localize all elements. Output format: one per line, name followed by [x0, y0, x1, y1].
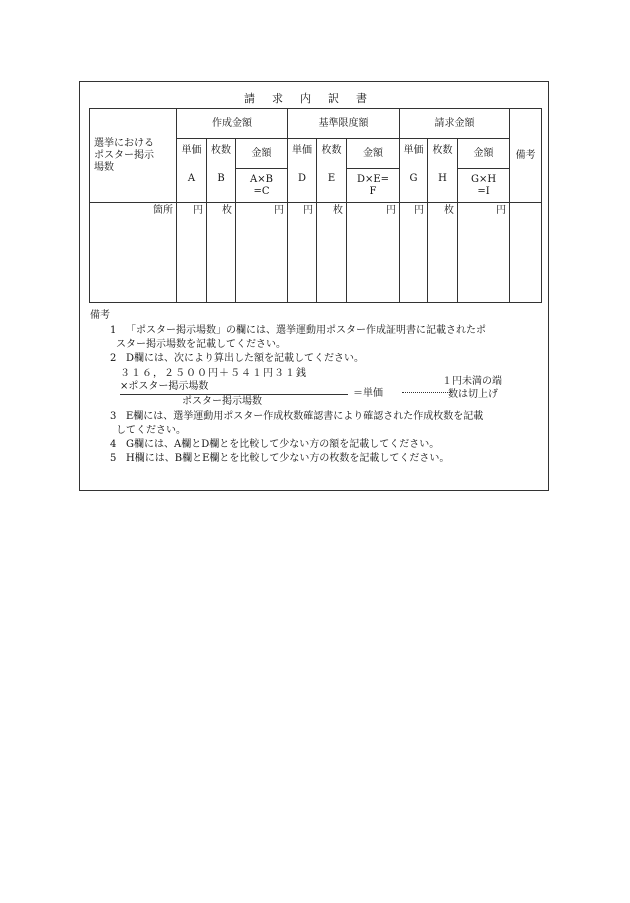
claim-amount-group-header: 請求金額 — [400, 109, 510, 139]
count-label: 枚数 — [321, 145, 342, 156]
col-letter-h: H — [438, 173, 447, 184]
unit-price-header-d — [288, 139, 317, 203]
rounding-note-line1: １円未満の端 — [442, 376, 502, 387]
note-item-4 — [90, 438, 540, 452]
unit-price-formula — [90, 367, 540, 409]
note-text: D欄には、次により算出した額を記載してください。 — [126, 353, 365, 364]
col-formula-c: A×B =C — [236, 169, 288, 203]
note-item-3 — [90, 410, 540, 438]
count-header-h — [428, 139, 458, 203]
note-text: G欄には、A欄とD欄とを比較して少ない方の額を記載してください。 — [126, 439, 440, 450]
unit-yen-g: 円 — [400, 203, 428, 303]
note-text: E欄には、選挙運動用ポスター作成枚数確認書により確認された作成枚数を記載 — [126, 411, 484, 422]
note-text-continued: してください。 — [116, 425, 186, 436]
unit-yen-c: 円 — [236, 203, 288, 303]
note-number: 1 — [110, 325, 117, 336]
unit-price-header-a — [177, 139, 207, 203]
remarks-entry — [510, 203, 542, 303]
note-number: 5 — [110, 453, 117, 464]
creation-amount-group-header: 作成金額 — [177, 109, 288, 139]
note-item-1 — [90, 324, 540, 352]
unit-sheets-e: 枚 — [317, 203, 347, 303]
note-text: 「ポスター掲示場数」の欄には、選挙運動用ポスター作成証明書に記載されたポ — [126, 325, 486, 336]
formula-result: ＝単価 — [353, 388, 383, 399]
rounding-note-line2: 数は切上げ — [448, 389, 498, 400]
unit-sheets-b: 枚 — [207, 203, 236, 303]
note-number: 3 — [110, 411, 117, 422]
amount-header-i: 金額 — [458, 139, 510, 169]
note-number: 4 — [110, 439, 117, 450]
unit-sheets-h: 枚 — [428, 203, 458, 303]
col-formula-f: D×E= F — [347, 169, 400, 203]
unit-price-label: 単価 — [292, 145, 313, 156]
header-row-groups — [90, 109, 542, 139]
document-title: 請求内訳書 — [244, 92, 384, 105]
amount-header-f: 金額 — [347, 139, 400, 169]
count-header-b — [207, 139, 236, 203]
notes-heading: 備考 — [90, 310, 110, 321]
location-count-header: 選挙における ポスター掲示 場数 — [90, 109, 177, 203]
note-item-5 — [90, 452, 540, 466]
entry-row — [90, 203, 542, 303]
unit-yen-f: 円 — [347, 203, 400, 303]
col-letter-e: E — [327, 173, 336, 184]
col-formula-i: G×H =I — [458, 169, 510, 203]
note-item-2 — [90, 352, 540, 366]
note-text: H欄には、B欄とE欄とを比較して少ない方の枚数を記載してください。 — [126, 453, 450, 464]
col-letter-b: B — [217, 173, 225, 184]
formula-denominator: ポスター掲示場数 — [182, 396, 262, 407]
formula-numerator-line2: ×ポスター掲示場数 — [120, 381, 209, 392]
note-number: 2 — [110, 353, 117, 364]
amount-header-c: 金額 — [236, 139, 288, 169]
standard-limit-group-header: 基準限度額 — [288, 109, 400, 139]
remarks-header: 備考 — [510, 109, 542, 203]
invoice-breakdown-form — [79, 81, 549, 491]
unit-price-header-g — [400, 139, 428, 203]
count-label: 枚数 — [432, 145, 453, 156]
unit-yen-i: 円 — [458, 203, 510, 303]
unit-locations: 箇所 — [90, 203, 177, 303]
unit-yen-a: 円 — [177, 203, 207, 303]
breakdown-table — [89, 108, 542, 303]
col-letter-a: A — [187, 173, 196, 184]
unit-price-label: 単価 — [181, 145, 202, 156]
col-letter-g: G — [409, 173, 418, 184]
count-label: 枚数 — [211, 145, 231, 156]
count-header-e — [317, 139, 347, 203]
formula-numerator-line1: ３１６，２５００円＋５４１円３１銭 — [120, 368, 307, 379]
notes-section — [90, 309, 540, 466]
dotted-leader — [402, 392, 452, 393]
col-letter-d: D — [298, 173, 307, 184]
note-text-continued: スター掲示場数を記載してください。 — [116, 339, 286, 350]
unit-yen-d: 円 — [288, 203, 317, 303]
unit-price-label: 単価 — [403, 145, 424, 156]
